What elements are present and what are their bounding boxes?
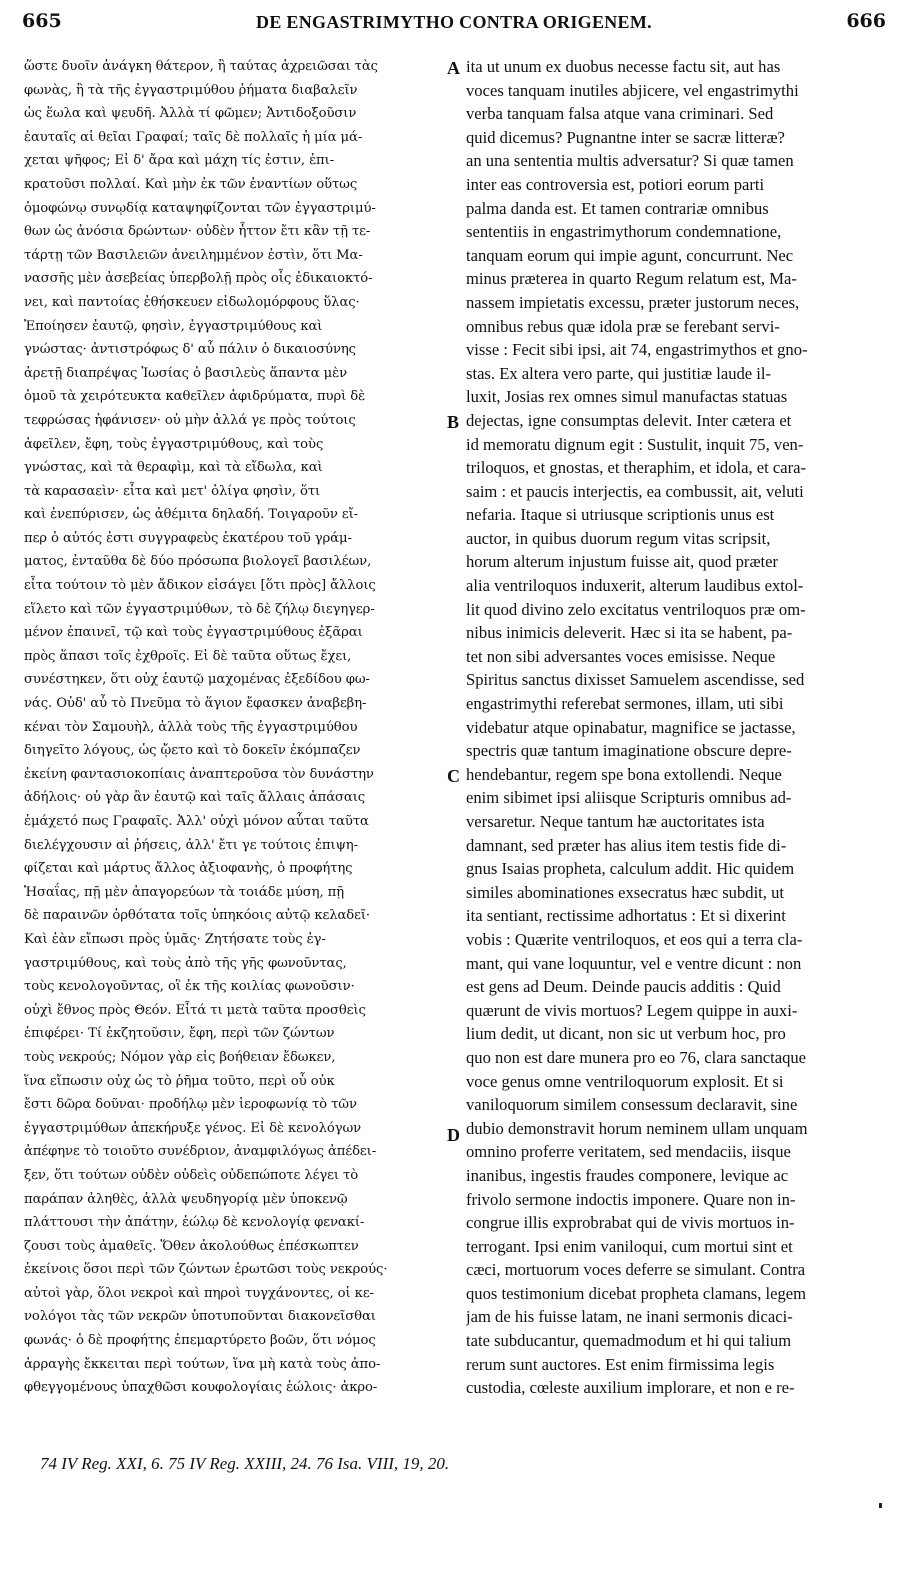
greek-text-line: γνώστας, καὶ τὰ θεραφὶμ, καὶ τὰ εἴδωλα, καὶ bbox=[24, 460, 323, 476]
greek-text-line: ἔστι δῶρα δοῦναι· προδήλῳ μὲν ἱεροφωνίᾳ τὸ τῶν bbox=[24, 1097, 357, 1113]
greek-text-line: Ἡσαΐας, πῇ μὲν ἀπαγορεύων τὰ τοιάδε μύση, πῇ bbox=[24, 884, 345, 900]
greek-text-line: ξεν, ὅτι τούτων οὐδὲν οὐδεὶς οὐδεπώποτε λέγει τὸ bbox=[24, 1167, 359, 1183]
greek-column bbox=[24, 55, 444, 1400]
latin-text-line: horum alterum injustum fuisse ait, quod præter bbox=[466, 552, 779, 572]
latin-text-line: voces tanquam inutiles abjicere, vel engastrimythi bbox=[466, 80, 799, 100]
greek-text-line: Καὶ ἐὰν εἴπωσι πρὸς ὑμᾶς· Ζητήσατε τοὺς ἐγ- bbox=[24, 931, 326, 947]
greek-text-line: γαστριμύθους, καὶ τοὺς ἀπὸ τῆς γῆς φωνοῦντας, bbox=[24, 955, 347, 971]
greek-text-line: γνώστας· ἀντιστρόφως δ' αὖ πάλιν ὁ δικαιοσύνης bbox=[24, 342, 356, 358]
greek-text-line: φθεγγομένους ὑπαχθῶσι κουφολογίαις ἑώλοις· ἀκρο- bbox=[24, 1380, 378, 1396]
latin-text-line: omnino proferre veritatem, sed mendaciis, iisque bbox=[466, 1142, 791, 1162]
latin-text-line: lium dedit, ut dicant, non sic ut verbum hoc, pro bbox=[466, 1024, 786, 1044]
greek-text-line: ἀρετῇ διαπρέψας Ἰωσίας ὁ βασιλεὺς ἅπαντα μὲν bbox=[24, 365, 348, 381]
greek-text-line: μένον ἐπαινεῖ, τῷ καὶ τοὺς ἐγγαστριμύθους ἐξᾶραι bbox=[24, 625, 363, 641]
greek-text-line: ἀδήλοις· οὐ γὰρ ἂν ἑαυτῷ καὶ ταῖς ἄλλαις ἁπάσαις bbox=[24, 790, 366, 806]
greek-text-line: παράπαν ἀληθὲς, ἀλλὰ ψευδηγορίᾳ μὲν ὑποκενῷ bbox=[24, 1191, 348, 1207]
latin-text-line: luxit, Josias rex omnes simul manufactas statuas bbox=[466, 387, 788, 407]
section-marker-c: C bbox=[447, 766, 460, 786]
greek-text-line: φίζεται καὶ μάρτυς ἄλλος ἀξιοφανὴς, ὁ προφήτης bbox=[24, 861, 353, 877]
greek-text-line: ἐγγαστριμύθων ἀπεκήρυξε γένος. Εἰ δὲ κενολόγων bbox=[24, 1120, 362, 1136]
latin-text-line: tet non sibi adversantes voces emisisse. Neque bbox=[466, 646, 776, 666]
greek-text-line: ὁμοφώνῳ συνῳδίᾳ καταψηφίζονται τῶν ἐγγαστριμύ- bbox=[24, 200, 376, 216]
greek-text-line: ματος, ἐνταῦθα δὲ δύο πρόσωπα βιολογεῖ βασιλέων, bbox=[24, 554, 372, 570]
greek-text-line: ἑαυταῖς αἱ θεῖαι Γραφαί; ταῖς δὲ πολλαῖς ἡ μία μά- bbox=[24, 129, 363, 145]
greek-text-line: τοὺς κενολογοῦντας, οἳ ἐκ τῆς κοιλίας φωνοῦσιν· bbox=[24, 979, 355, 995]
greek-text-line: ἵνα εἴπωσιν οὐχ ὡς τὸ ῥῆμα τοῦτο, περὶ οὗ οὐκ bbox=[24, 1073, 335, 1089]
greek-text-line: ἐκείνη φαντασιοκοπίαις ἀναπτεροῦσα τὸν δυνάστην bbox=[24, 766, 374, 782]
latin-text-line: est gens ad Deum. Deinde paucis additis : Quid bbox=[466, 977, 781, 997]
greek-text-line: νει, καὶ παντοίας ἐθήσκευεν εἰδωλομόρφους ὕλας· bbox=[24, 294, 360, 310]
greek-text-line: εἵλετο καὶ τῶν ἐγγαστριμύθων, τὸ δὲ ζήλῳ διεγηγερ- bbox=[24, 601, 375, 617]
greek-text-line: τὰ καρασαεὶν· εἶτα καὶ μετ' ὀλίγα φησὶν, ὅτι bbox=[24, 483, 321, 499]
latin-text-line: omnibus rebus quæ idola præ se ferebant servi- bbox=[466, 316, 780, 336]
running-header bbox=[22, 10, 886, 40]
latin-text-line: ita ut unum ex duobus necesse factu sit, aut has bbox=[466, 57, 781, 76]
greek-text-line: καὶ ἐνεπύρισεν, ὡς ἀθέμιτα δηλαδή. Τοιγαροῦν εἴ- bbox=[24, 507, 359, 523]
latin-text-line: saim : et paucis interjectis, ea combussit, ait, veluti bbox=[466, 481, 804, 501]
greek-text-line: ζουσι τοὺς ἀμαθεῖς. Ὅθεν ἀκολούθως ἐπέσκωπτεν bbox=[24, 1238, 359, 1254]
latin-text-line: quid dicemus? Pugnantne inter se sacræ litteræ? bbox=[466, 127, 785, 147]
latin-text-line: rerum sunt auctores. Est enim firmissima legis bbox=[466, 1354, 775, 1374]
greek-text-line: ἀπέφηνε τὸ τοιοῦτο συνέδριον, ἀναμφιλόγως ἀπέδει- bbox=[24, 1144, 377, 1160]
latin-text-line: videbatur atque opinabatur, magnifice se jactasse, bbox=[466, 717, 796, 737]
section-marker-d: D bbox=[447, 1125, 460, 1145]
latin-text-line: alia ventriloquos induxerit, alterum laudibus extol- bbox=[466, 576, 804, 596]
greek-text-line: ἀφεῖλεν, ἔφη, τοὺς ἐγγαστριμύθους, καὶ τοὺς bbox=[24, 436, 324, 452]
latin-text-line: vaniloquorum similem consessum declaravit, sine bbox=[466, 1095, 798, 1115]
latin-text-line: an una sententia multis adversatur? Si quæ tamen bbox=[466, 151, 794, 171]
latin-text-line: jam de his fuisse latam, ne inani sermonis dicaci- bbox=[466, 1307, 793, 1327]
latin-text-line: triloquos, et gnostas, et theraphim, et idola, et cara- bbox=[466, 458, 807, 478]
latin-text-line: cæci, mortuorum voces deferre se simulant. Contra bbox=[466, 1260, 806, 1280]
running-title: DE ENGASTRIMYTHO CONTRA ORIGENEM. bbox=[256, 12, 652, 32]
latin-text-line: gnus Isaias propheta, calculum addit. Hic quidem bbox=[466, 859, 795, 879]
latin-text-line: enim sibimet ipsi aliisque Scripturis omnibus ad- bbox=[466, 788, 792, 808]
print-speck bbox=[879, 1503, 882, 1508]
greek-text-line: συνέστηκεν, ὅτι οὐχ ἑαυτῷ μαχομένας ἐξεδίδου φω- bbox=[24, 672, 370, 688]
greek-text-line: νασσῆς μὲν ἀσεβείας ὑπερβολῇ πρὸς οἷς ἐδικαιοκτό- bbox=[24, 271, 373, 287]
latin-text-line: vobis : Quærite ventriloquos, et eos qui a terra cla- bbox=[466, 929, 803, 949]
latin-text-line: versaretur. Neque tantum hæ auctoritates ista bbox=[466, 812, 765, 831]
latin-text-line: voce genus omne ventriloquorum explosit. Et si bbox=[466, 1071, 784, 1091]
latin-text-line: stas. Ex altera vero parte, qui justitiæ laude il- bbox=[466, 363, 772, 383]
latin-text-line: auctor, in quibus duorum regum vitas scripsit, bbox=[466, 528, 771, 548]
latin-text-line: congrue illis exprobrabat qui de vivis mortuos in- bbox=[466, 1213, 795, 1233]
latin-text-line: mant, qui vane loquuntur, vel e ventre dicunt : non bbox=[466, 953, 802, 973]
greek-text-line: ὡς ἕωλα καὶ ψευδῆ. Ἀλλὰ τί φῶμεν; Ἀντιδοξοῦσιν bbox=[24, 106, 357, 122]
latin-text-line: minus præterea in quarto Regum relatum est, Ma- bbox=[466, 269, 797, 289]
latin-text-line: dubio demonstravit horum neminem ullam unquam bbox=[466, 1118, 808, 1138]
latin-text-line: inanibus, ingestis fraudes componere, levique ac bbox=[466, 1165, 789, 1185]
latin-text-line: verba tanquam falsa atque vana criminari. Sed bbox=[466, 104, 774, 124]
latin-text-line: quærunt de vivis mortuos? Legem quippe in auxi- bbox=[466, 1000, 798, 1020]
latin-text-line: lit quod divino zelo excitatus ventriloquos præ om- bbox=[466, 599, 806, 619]
latin-text-line: Spiritus sanctus dixisset Samuelem ascendisse, sed bbox=[466, 670, 805, 690]
greek-text-line: πλάττουσι τὴν ἀπάτην, ἑώλῳ δὲ κενολογίᾳ φενακί- bbox=[24, 1215, 365, 1231]
greek-text-line: αὐτοὶ γὰρ, ὅλοι νεκροὶ καὶ πηροὶ τυγχάνοντες, οἱ κε- bbox=[24, 1285, 374, 1301]
latin-text-line: custodia, cœleste auxilium implorare, et non e re- bbox=[466, 1378, 795, 1398]
latin-text-line: quos testimonium dicebat propheta clamans, legem bbox=[466, 1283, 807, 1303]
latin-text-line: sententiis in engastrimythorum condemnatione, bbox=[466, 222, 782, 242]
greek-text-line: διηγεῖτο λόγους, ὡς ᾤετο καὶ τὸ δοκεῖν ἐκόμπαζεν bbox=[24, 743, 361, 759]
latin-text-line: nassem impietatis excessu, præter justorum neces, bbox=[466, 292, 800, 312]
latin-text-line: visse : Fecit sibi ipsi, ait 74, engastrimythos et gno- bbox=[466, 340, 808, 360]
greek-text-line: τοὺς νεκρούς; Νόμον γὰρ εἰς βοήθειαν ἔδωκεν, bbox=[24, 1049, 336, 1065]
latin-text-line: terrogant. Ipsi enim vaniloqui, cum mortui sint et bbox=[466, 1236, 793, 1256]
latin-text-line: ita sentiant, rectissime adhortatus : Et si dixerint bbox=[466, 906, 786, 926]
greek-text-line: οὐχὶ ἔθνος πρὸς Θεόν. Εἶτά τι μετὰ ταῦτα προσθεὶς bbox=[24, 1002, 366, 1018]
latin-text-line: inter eas controversia est, potiori eorum parti bbox=[466, 174, 765, 194]
greek-text-line: ἀρραγὴς ἔκκειται περὶ τούτων, ἵνα μὴ κατὰ τοὺς ἀπο- bbox=[24, 1356, 381, 1372]
latin-text-line: quo non est dare munera pro eo 76, clara sanctaque bbox=[466, 1047, 807, 1067]
latin-text-line: tanquam eorum qui impie agunt, concurrunt. Nec bbox=[466, 245, 794, 265]
page-number-left: 665 bbox=[22, 10, 62, 32]
greek-text-line: διελέγχουσιν αἱ ῥήσεις, ἀλλ' ἔτι γε τούτοις ἐπιψη- bbox=[24, 837, 358, 853]
page-number-right: 666 bbox=[846, 10, 886, 32]
latin-text-line: spectris quæ tantum imaginatione obscure depre- bbox=[466, 741, 792, 761]
greek-text-line: ὁμοῦ τὰ χειρότευκτα καθεῖλεν ἀφιδρύματα, πυρὶ δὲ bbox=[24, 389, 366, 405]
footnotes: 74 IV Reg. XXI, 6. 75 IV Reg. XXIII, 24. 76 Isa. VIII, 19, 20. bbox=[40, 1454, 450, 1473]
latin-column bbox=[466, 55, 886, 1400]
greek-text-line: ἐκείνοις ὅσοι περὶ τῶν ζώντων ἐρωτῶσι τοὺς νεκρούς· bbox=[24, 1262, 388, 1278]
greek-text-line: φωνάς· ὁ δὲ προφήτης ἐπεμαρτύρετο βοῶν, ὅτι νόμος bbox=[24, 1333, 376, 1349]
greek-text-line: κρατοῦσι πολλαί. Καὶ μὴν ἐκ τῶν ἐναντίων οὕτως bbox=[24, 176, 358, 192]
greek-text-line: χεται ψῆφος; Εἰ δ' ἄρα καὶ μάχη τίς ἐστιν, ἐπι- bbox=[24, 153, 335, 169]
section-marker-b: B bbox=[447, 412, 460, 432]
latin-text-line: nibus inimicis deleverit. Hæc si ita se habent, pa- bbox=[466, 623, 793, 643]
latin-text-line: id memoratu dignum egit : Sustulit, inquit 75, ven- bbox=[466, 434, 804, 454]
greek-text-line: κέναι τὸν Σαμουὴλ, ἀλλὰ τοὺς τῆς ἐγγαστριμύθου bbox=[24, 719, 358, 735]
greek-text-line: φωνὰς, ἢ τὰ τῆς ἐγγαστριμύθου ῥήματα διαβαλεῖν bbox=[24, 82, 358, 98]
latin-text-line: damnant, sed præter has alius item testis fide di- bbox=[466, 835, 787, 855]
greek-text-line: δὲ παραινῶν ὀρθότατα τοῖς ὑπηκόοις αὐτῷ κελαδεῖ· bbox=[24, 908, 371, 924]
greek-text-line: εἶτα τούτοιν τὸ μὲν ἄδικον εἰσάγει [ὅτι πρὸς] ἄλλοις bbox=[24, 578, 376, 594]
greek-text-line: ἐπιφέρει· Τί ἐκζητοῦσιν, ἔφη, περὶ τῶν ζώντων bbox=[24, 1026, 335, 1042]
latin-text-line: hendebantur, regem spe bona extollendi. Neque bbox=[466, 764, 782, 784]
greek-text-line: πρὸς ἅπασι τοῖς ἐχθροῖς. Εἰ δὲ ταῦτα οὕτως ἔχει, bbox=[24, 648, 352, 664]
greek-text-line: θων ὡς ἀνόσια δρώντων· οὐδὲν ἧττον ἔτι κἂν τῇ τε- bbox=[24, 224, 371, 240]
latin-text-line: dejectas, igne consumptas delevit. Inter cætera et bbox=[466, 410, 792, 430]
greek-text-line: νάς. Οὐδ' αὖ τὸ Πνεῦμα τὸ ἅγιον ἔφασκεν ἀναβεβη- bbox=[24, 696, 367, 712]
greek-text-line: νολόγοι τὰς τῶν νεκρῶν ὑποτυποῦνται διακονεῖσθαι bbox=[24, 1309, 376, 1325]
section-marker-a: A bbox=[447, 58, 460, 78]
greek-text-line: τεφρώσας ἠφάνισεν· οὐ μὴν ἀλλά γε πρὸς τούτοις bbox=[24, 412, 356, 428]
latin-text-line: tate subducantur, quemadmodum et hi qui talium bbox=[466, 1331, 792, 1351]
latin-text-line: nefaria. Itaque si utriusque scriptionis unus est bbox=[466, 505, 775, 525]
latin-text-line: similes abominationes exsecratus hæc subdit, ut bbox=[466, 882, 784, 902]
latin-text-line: engastrimythi referebat sermones, illam, uti sibi bbox=[466, 694, 784, 714]
latin-text-line: palma danda est. Et tamen contrariæ omnibus bbox=[466, 198, 769, 218]
latin-text-line: frivolo sermone indoctis imponere. Quare non in- bbox=[466, 1189, 796, 1209]
greek-text-line: ὥστε δυοῖν ἀνάγκη θάτερον, ἢ ταύτας ἀχρειῶσαι τὰς bbox=[24, 59, 378, 74]
greek-text-line: περ ὁ αὐτός ἐστι συγγραφεὺς ἑκατέρου τοῦ γράμ- bbox=[24, 530, 352, 546]
greek-text-line: Ἐποίησεν ἑαυτῷ, φησὶν, ἐγγαστριμύθους καὶ bbox=[24, 318, 323, 334]
greek-text-line: τάρτῃ τῶν Βασιλειῶν ἀνειλημμένον ἐστὶν, ὅτι Μα- bbox=[24, 247, 363, 263]
greek-text-line: ἐμάχετό πως Γραφαῖς. Ἀλλ' οὐχὶ μόνον αὗται ταῦτα bbox=[24, 814, 369, 829]
